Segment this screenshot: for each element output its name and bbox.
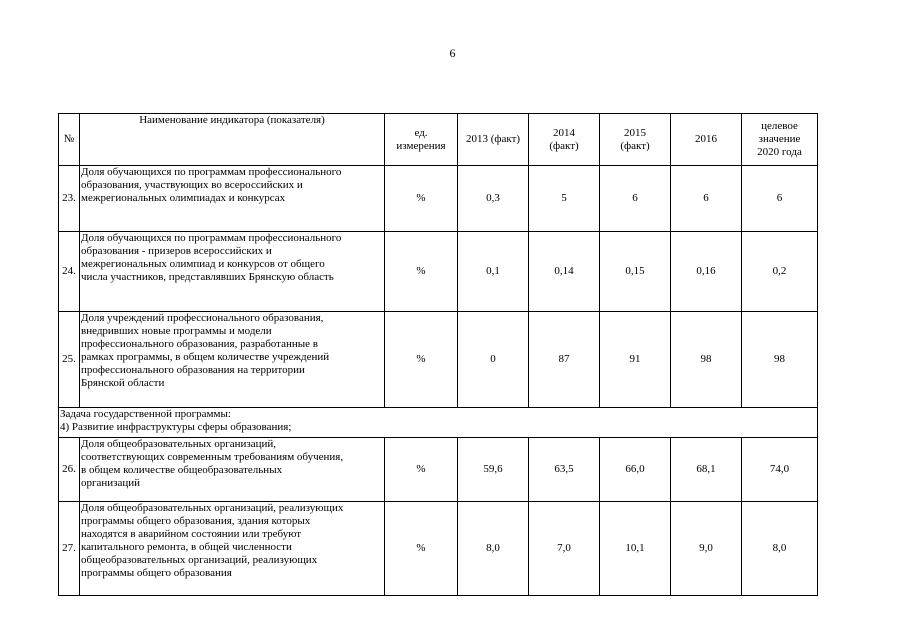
indicator-name	[80, 166, 385, 232]
value-2013: 59,6	[458, 438, 529, 502]
value-2014: 63,5	[529, 438, 600, 502]
indicator-name	[80, 232, 385, 312]
name-line: числа участников, представлявших Брянскую область	[81, 271, 334, 283]
header-2014-line: 2014	[553, 126, 575, 139]
name-line: Доля обучающихся по программам профессионального	[81, 166, 342, 178]
header-target-line: 2020 года	[757, 146, 802, 158]
name-line: образования, участвующих во всероссийских и	[81, 179, 303, 191]
name-line: внедривших новые программы и модели	[81, 325, 272, 337]
task-title: 4) Развитие инфраструктуры сферы образования;	[60, 421, 292, 433]
value-target: 74,0	[742, 438, 818, 502]
task-cell	[59, 408, 818, 438]
header-2014-line: (факт)	[549, 139, 579, 152]
name-line: программы общего образования	[81, 567, 232, 579]
name-line: профессионального образования на территории	[81, 364, 305, 376]
indicators-table	[58, 113, 818, 596]
value-2014: 87	[529, 312, 600, 408]
row-number: 26.	[59, 438, 80, 502]
page-number: 6	[449, 46, 456, 60]
header-target-line: значение	[758, 133, 801, 145]
header-2015-line: 2015	[624, 126, 646, 139]
value-2014: 5	[529, 166, 600, 232]
task-row	[59, 408, 818, 438]
table-row	[59, 312, 818, 408]
header-2015	[600, 114, 671, 166]
row-number: 24.	[59, 232, 80, 312]
value-2016: 9,0	[671, 502, 742, 596]
header-2015-line: (факт)	[620, 139, 650, 152]
value-2013: 0,3	[458, 166, 529, 232]
table-row	[59, 232, 818, 312]
indicator-name	[80, 438, 385, 502]
name-line: межрегиональных олимпиад и конкурсов от общего	[81, 258, 325, 270]
name-line: Доля учреждений профессионального образования,	[81, 312, 324, 324]
unit-cell: %	[385, 166, 458, 232]
indicator-name	[80, 502, 385, 596]
header-2014	[529, 114, 600, 166]
value-2016: 6	[671, 166, 742, 232]
unit-cell: %	[385, 232, 458, 312]
name-line: профессионального образования, разработанные в	[81, 338, 318, 350]
name-line: Доля общеобразовательных организаций,	[81, 438, 277, 450]
value-2015: 6	[600, 166, 671, 232]
row-number: 23.	[59, 166, 80, 232]
row-number: 25.	[59, 312, 80, 408]
value-2013: 0	[458, 312, 529, 408]
value-2014: 0,14	[529, 232, 600, 312]
header-unit-line: измерения	[396, 139, 446, 152]
row-number: 27.	[59, 502, 80, 596]
value-2016: 98	[671, 312, 742, 408]
value-2016: 68,1	[671, 438, 742, 502]
name-line: в общем количестве общеобразовательных	[81, 464, 283, 476]
header-row	[59, 114, 818, 166]
value-2015: 0,15	[600, 232, 671, 312]
header-unit-line: ед.	[414, 126, 428, 139]
table-row	[59, 166, 818, 232]
name-line: рамках программы, в общем количестве учреждений	[81, 351, 330, 363]
value-2013: 8,0	[458, 502, 529, 596]
value-target: 98	[742, 312, 818, 408]
table-row	[59, 502, 818, 596]
value-target: 6	[742, 166, 818, 232]
name-line: находятся в аварийном состоянии или требуют	[81, 528, 302, 540]
value-2016: 0,16	[671, 232, 742, 312]
name-line: образования - призеров всероссийских и	[81, 245, 272, 257]
value-2013: 0,1	[458, 232, 529, 312]
name-line: организаций	[81, 477, 141, 489]
name-line: соответствующих современным требованиям обучения,	[81, 451, 344, 463]
name-line: Брянской области	[81, 377, 165, 389]
header-2016: 2016	[671, 114, 742, 166]
name-line: Доля общеобразовательных организаций, реализующих	[81, 502, 344, 514]
name-line: Доля обучающихся по программам профессионального	[81, 232, 342, 244]
unit-cell: %	[385, 502, 458, 596]
header-target	[742, 114, 818, 166]
header-2013: 2013 (факт)	[458, 114, 529, 166]
name-line: межрегиональных олимпиадах и конкурсах	[81, 192, 286, 204]
name-line: программы общего образования, здания которых	[81, 515, 311, 527]
value-2015: 10,1	[600, 502, 671, 596]
value-2015: 91	[600, 312, 671, 408]
value-target: 0,2	[742, 232, 818, 312]
name-line: общеобразовательных организаций, реализующих	[81, 554, 318, 566]
indicator-name	[80, 312, 385, 408]
unit-cell: %	[385, 312, 458, 408]
name-line: капитального ремонта, в общей численности	[81, 541, 292, 553]
header-name: Наименование индикатора (показателя)	[80, 114, 385, 166]
table-row	[59, 438, 818, 502]
header-num: №	[59, 114, 80, 166]
value-2015: 66,0	[600, 438, 671, 502]
task-heading: Задача государственной программы:	[60, 408, 231, 420]
value-target: 8,0	[742, 502, 818, 596]
unit-cell: %	[385, 438, 458, 502]
header-unit	[385, 114, 458, 166]
header-target-line: целевое	[761, 120, 798, 132]
value-2014: 7,0	[529, 502, 600, 596]
